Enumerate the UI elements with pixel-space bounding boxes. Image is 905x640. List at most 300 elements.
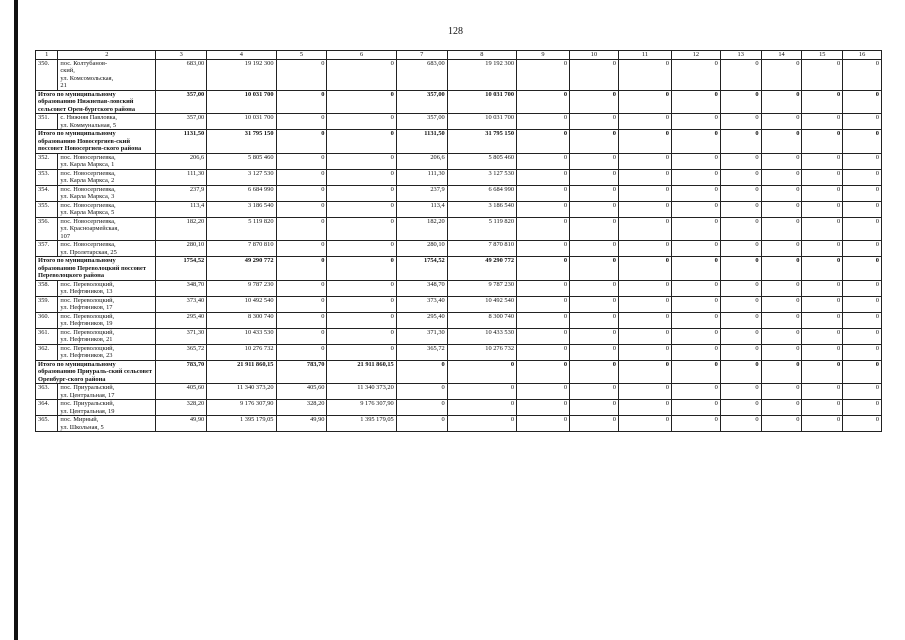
row-number: 351.: [36, 114, 58, 130]
table-row: [36, 416, 882, 432]
column-header: 9: [517, 51, 570, 60]
row-number: 361.: [36, 328, 58, 344]
address-cell: пос. Приуральский, ул. Центральная, 17: [58, 384, 156, 400]
table-cell: 0: [761, 257, 802, 281]
table-cell: 0: [276, 280, 327, 296]
table-cell: 0: [276, 169, 327, 185]
table-cell: 0: [517, 416, 570, 432]
subtotal-label: Итого по муниципальному образованию Нижнепав-ловский сельсовет Орен-бургского района: [36, 90, 156, 114]
table-cell: 0: [843, 312, 882, 328]
table-cell: 0: [802, 185, 843, 201]
table-cell: 0: [802, 153, 843, 169]
row-number: 352.: [36, 153, 58, 169]
left-margin-bar: [14, 0, 18, 640]
row-number: 350.: [36, 59, 58, 90]
table-cell: 0: [761, 241, 802, 257]
table-cell: 0: [843, 90, 882, 114]
table-cell: 373,40: [396, 296, 447, 312]
table-row: [36, 153, 882, 169]
table-cell: 0: [327, 114, 396, 130]
table-cell: 348,70: [396, 280, 447, 296]
table-cell: 0: [802, 217, 843, 241]
table-cell: 0: [843, 360, 882, 384]
table-cell: 0: [517, 217, 570, 241]
address-cell: пос. Мирный, ул. Школьная, 5: [58, 416, 156, 432]
table-cell: 0: [570, 217, 619, 241]
table-cell: 1131,50: [156, 130, 207, 154]
table-cell: 0: [802, 169, 843, 185]
table-cell: 0: [447, 360, 516, 384]
table-cell: 0: [570, 185, 619, 201]
table-cell: 0: [618, 257, 671, 281]
subtotal-label: Итого по муниципальному образованию Новосергиев-ский поссовет Новосергиев-ского района: [36, 130, 156, 154]
table-cell: 0: [720, 312, 761, 328]
table-cell: 0: [720, 280, 761, 296]
column-header: 3: [156, 51, 207, 60]
table-cell: 0: [447, 384, 516, 400]
table-cell: 0: [802, 90, 843, 114]
table-cell: 10 031 700: [207, 90, 276, 114]
table-cell: 357,00: [396, 90, 447, 114]
table-cell: 0: [570, 201, 619, 217]
column-header: 11: [618, 51, 671, 60]
table-cell: 0: [671, 280, 720, 296]
table-cell: 0: [618, 241, 671, 257]
table-cell: 0: [671, 59, 720, 90]
table-row: [36, 217, 882, 241]
table-cell: 0: [843, 114, 882, 130]
table-cell: 0: [396, 384, 447, 400]
page-number: 128: [448, 26, 463, 37]
table-cell: 0: [396, 416, 447, 432]
table-cell: 0: [517, 59, 570, 90]
table-cell: 0: [276, 241, 327, 257]
column-header: 8: [447, 51, 516, 60]
header-row: [36, 51, 882, 60]
table-cell: 0: [517, 257, 570, 281]
table-cell: 357,00: [156, 114, 207, 130]
table-row: [36, 114, 882, 130]
table-cell: 3 127 530: [447, 169, 516, 185]
table-cell: 0: [276, 153, 327, 169]
table-cell: 7 870 810: [207, 241, 276, 257]
table-cell: 783,70: [276, 360, 327, 384]
table-cell: 0: [327, 280, 396, 296]
table-row: [36, 169, 882, 185]
table-cell: 0: [843, 384, 882, 400]
table-cell: 0: [720, 153, 761, 169]
table-cell: 0: [618, 217, 671, 241]
table-row: [36, 344, 882, 360]
table-cell: 295,40: [156, 312, 207, 328]
table-cell: 0: [843, 400, 882, 416]
table-cell: 0: [327, 90, 396, 114]
table-cell: 1131,50: [396, 130, 447, 154]
table-cell: 405,60: [276, 384, 327, 400]
table-cell: 0: [618, 169, 671, 185]
table-cell: 0: [327, 185, 396, 201]
table-cell: 0: [396, 400, 447, 416]
table-cell: 0: [671, 312, 720, 328]
table-cell: 0: [276, 328, 327, 344]
table-cell: 0: [720, 201, 761, 217]
table-cell: 0: [618, 153, 671, 169]
table-cell: 0: [671, 360, 720, 384]
table-cell: 19 192 300: [447, 59, 516, 90]
table-cell: 0: [843, 328, 882, 344]
table-cell: 0: [671, 217, 720, 241]
table-cell: 1754,52: [396, 257, 447, 281]
table-cell: 0: [517, 328, 570, 344]
table-cell: 237,9: [156, 185, 207, 201]
table-cell: 0: [761, 201, 802, 217]
table-cell: 10 433 530: [447, 328, 516, 344]
table-cell: 113,4: [396, 201, 447, 217]
table-cell: 0: [761, 217, 802, 241]
table-cell: 9 787 230: [447, 280, 516, 296]
table-cell: 206,6: [396, 153, 447, 169]
table-cell: 0: [720, 217, 761, 241]
table-cell: 783,70: [156, 360, 207, 384]
table-cell: 0: [843, 241, 882, 257]
table-row: [36, 296, 882, 312]
table-cell: 0: [618, 312, 671, 328]
table-cell: 0: [720, 241, 761, 257]
address-cell: пос. Колтубанов- ский, ул. Комсомольская, 21: [58, 59, 156, 90]
table-row: [36, 59, 882, 90]
table-cell: 0: [396, 360, 447, 384]
table-cell: 0: [843, 169, 882, 185]
table-cell: 0: [671, 241, 720, 257]
table-cell: 0: [802, 416, 843, 432]
table-cell: 0: [618, 384, 671, 400]
table-row: [36, 201, 882, 217]
table-cell: 0: [327, 59, 396, 90]
table-cell: 0: [570, 90, 619, 114]
table-cell: 0: [517, 296, 570, 312]
table-cell: 0: [327, 257, 396, 281]
table-cell: 0: [802, 130, 843, 154]
table-cell: 0: [843, 217, 882, 241]
table-cell: 0: [802, 384, 843, 400]
address-cell: пос. Новосергиевка, ул. Красноармейская, 107: [58, 217, 156, 241]
table-cell: 0: [618, 201, 671, 217]
row-number: 363.: [36, 384, 58, 400]
table-cell: 0: [761, 416, 802, 432]
address-cell: пос. Новосергиевка, ул. Карла Маркса, 2: [58, 169, 156, 185]
table-cell: 0: [802, 59, 843, 90]
address-cell: пос. Новосергиевка, ул. Карла Маркса, 1: [58, 153, 156, 169]
table-cell: 49,90: [156, 416, 207, 432]
table-cell: 0: [843, 185, 882, 201]
table-cell: 373,40: [156, 296, 207, 312]
table-row: [36, 241, 882, 257]
table-cell: 0: [327, 201, 396, 217]
table-cell: 3 127 530: [207, 169, 276, 185]
table-cell: 0: [276, 185, 327, 201]
table-cell: 0: [276, 59, 327, 90]
table-cell: 0: [843, 344, 882, 360]
table-row: [36, 312, 882, 328]
table-cell: 0: [276, 257, 327, 281]
table-cell: 0: [802, 296, 843, 312]
table-cell: 0: [802, 400, 843, 416]
table-cell: 0: [720, 114, 761, 130]
subtotal-row: [36, 257, 882, 281]
table-cell: 11 340 373,20: [207, 384, 276, 400]
table-cell: 0: [570, 416, 619, 432]
table-cell: 0: [671, 153, 720, 169]
address-cell: пос. Переволоцкий, ул. Нефтяников, 23: [58, 344, 156, 360]
table-cell: 0: [517, 185, 570, 201]
table-cell: 405,60: [156, 384, 207, 400]
address-cell: пос. Новосергиевка, ул. Карла Маркса, 3: [58, 185, 156, 201]
table-cell: 0: [720, 169, 761, 185]
address-cell: пос. Переволоцкий, ул. Нефтяников, 13: [58, 280, 156, 296]
subtotal-row: [36, 130, 882, 154]
table-cell: 0: [618, 130, 671, 154]
table-cell: 9 176 307,90: [207, 400, 276, 416]
table-cell: 0: [618, 280, 671, 296]
table-cell: 0: [327, 241, 396, 257]
table-cell: 0: [517, 384, 570, 400]
table-cell: 0: [276, 114, 327, 130]
column-header: 12: [671, 51, 720, 60]
table-cell: 0: [276, 296, 327, 312]
row-number: 356.: [36, 217, 58, 241]
table-cell: 0: [720, 328, 761, 344]
table-cell: 0: [447, 400, 516, 416]
table-cell: 0: [276, 90, 327, 114]
table-cell: 280,10: [396, 241, 447, 257]
table-cell: 0: [671, 185, 720, 201]
table-cell: 10 031 700: [207, 114, 276, 130]
table-cell: 3 186 540: [447, 201, 516, 217]
table-cell: 328,20: [276, 400, 327, 416]
table-cell: 0: [618, 185, 671, 201]
table-row: [36, 400, 882, 416]
table-cell: 21 911 860,15: [327, 360, 396, 384]
table-cell: 0: [720, 296, 761, 312]
row-number: 365.: [36, 416, 58, 432]
column-header: 14: [761, 51, 802, 60]
table-cell: 10 276 732: [447, 344, 516, 360]
table-cell: 9 787 230: [207, 280, 276, 296]
table-cell: 280,10: [156, 241, 207, 257]
table-cell: 0: [570, 384, 619, 400]
table-cell: 0: [671, 169, 720, 185]
table-cell: 0: [761, 280, 802, 296]
table-cell: 10 276 732: [207, 344, 276, 360]
subtotal-row: [36, 90, 882, 114]
table-body: [36, 51, 882, 432]
table-cell: 111,30: [396, 169, 447, 185]
table-cell: 0: [517, 400, 570, 416]
table-cell: 0: [618, 59, 671, 90]
table-cell: 0: [802, 201, 843, 217]
table-cell: 7 870 810: [447, 241, 516, 257]
column-header: 1: [36, 51, 58, 60]
table-cell: 357,00: [396, 114, 447, 130]
table-cell: 0: [802, 114, 843, 130]
row-number: 360.: [36, 312, 58, 328]
table-cell: 10 492 540: [207, 296, 276, 312]
table-cell: 0: [517, 280, 570, 296]
table-row: [36, 280, 882, 296]
table-cell: 0: [671, 257, 720, 281]
table-cell: 9 176 307,90: [327, 400, 396, 416]
table-cell: 3 186 540: [207, 201, 276, 217]
table-cell: 0: [802, 280, 843, 296]
table-row: [36, 328, 882, 344]
column-header: 7: [396, 51, 447, 60]
table-cell: 10 433 530: [207, 328, 276, 344]
table-cell: 0: [843, 296, 882, 312]
table-cell: 5 119 820: [447, 217, 516, 241]
row-number: 357.: [36, 241, 58, 257]
table-cell: 0: [671, 201, 720, 217]
table-cell: 0: [843, 201, 882, 217]
table-cell: 0: [761, 59, 802, 90]
table-cell: 0: [843, 280, 882, 296]
table-cell: 8 300 740: [207, 312, 276, 328]
column-header: 6: [327, 51, 396, 60]
table-cell: 0: [570, 130, 619, 154]
table-cell: 0: [570, 114, 619, 130]
data-table: [35, 50, 882, 432]
table-cell: 0: [570, 153, 619, 169]
table-cell: 0: [570, 59, 619, 90]
table-cell: 0: [327, 328, 396, 344]
table-cell: 0: [761, 344, 802, 360]
table-cell: 0: [843, 59, 882, 90]
table-cell: 0: [276, 130, 327, 154]
table-cell: 0: [720, 130, 761, 154]
table-cell: 0: [570, 257, 619, 281]
table-cell: 11 340 373,20: [327, 384, 396, 400]
table-cell: 0: [671, 384, 720, 400]
table-cell: 0: [802, 312, 843, 328]
table-cell: 0: [802, 328, 843, 344]
table-cell: 357,00: [156, 90, 207, 114]
table-cell: 0: [327, 217, 396, 241]
table-cell: 206,6: [156, 153, 207, 169]
table-cell: 0: [570, 169, 619, 185]
table-cell: 0: [570, 296, 619, 312]
column-header: 10: [570, 51, 619, 60]
table-cell: 6 684 990: [447, 185, 516, 201]
table-cell: 0: [761, 185, 802, 201]
table-cell: 0: [843, 130, 882, 154]
table-cell: 31 795 150: [447, 130, 516, 154]
table-cell: 371,30: [396, 328, 447, 344]
table-cell: 0: [761, 114, 802, 130]
address-cell: пос. Новосергиевка, ул. Карла Маркса, 5: [58, 201, 156, 217]
table-cell: 0: [327, 130, 396, 154]
table-cell: 0: [843, 153, 882, 169]
table-cell: 0: [618, 328, 671, 344]
table-cell: 1 395 179,05: [327, 416, 396, 432]
table-cell: 0: [843, 257, 882, 281]
table-cell: 0: [570, 360, 619, 384]
table-cell: 182,20: [396, 217, 447, 241]
table-cell: 0: [618, 296, 671, 312]
table-cell: 1 395 179,05: [207, 416, 276, 432]
table-cell: 0: [671, 416, 720, 432]
table-cell: 31 795 150: [207, 130, 276, 154]
table-cell: 49,90: [276, 416, 327, 432]
table-cell: 0: [276, 201, 327, 217]
table-cell: 0: [276, 312, 327, 328]
table-cell: 113,4: [156, 201, 207, 217]
table-cell: 0: [517, 153, 570, 169]
table-cell: 683,00: [396, 59, 447, 90]
table-cell: 0: [517, 114, 570, 130]
table-cell: 10 492 540: [447, 296, 516, 312]
table-cell: 0: [517, 344, 570, 360]
table-cell: 0: [517, 169, 570, 185]
table-cell: 111,30: [156, 169, 207, 185]
column-header: 4: [207, 51, 276, 60]
column-header: 5: [276, 51, 327, 60]
table-cell: 0: [671, 130, 720, 154]
table-cell: 0: [517, 360, 570, 384]
address-cell: пос. Переволоцкий, ул. Нефтяников, 21: [58, 328, 156, 344]
table-cell: 0: [761, 400, 802, 416]
table-cell: 6 684 990: [207, 185, 276, 201]
table-cell: 19 192 300: [207, 59, 276, 90]
table-cell: 328,20: [156, 400, 207, 416]
table-cell: 0: [720, 400, 761, 416]
table-cell: 0: [618, 400, 671, 416]
table-cell: 0: [570, 328, 619, 344]
row-number: 355.: [36, 201, 58, 217]
table-cell: 0: [570, 400, 619, 416]
table-cell: 0: [570, 241, 619, 257]
table-cell: 0: [276, 344, 327, 360]
table-cell: 0: [517, 312, 570, 328]
table-cell: 0: [720, 344, 761, 360]
table-cell: 0: [671, 400, 720, 416]
table-cell: 5 805 460: [447, 153, 516, 169]
table-cell: 21 911 860,15: [207, 360, 276, 384]
table-cell: 0: [327, 153, 396, 169]
table-cell: 0: [843, 416, 882, 432]
table-cell: 371,30: [156, 328, 207, 344]
address-cell: пос. Приуральский, ул. Центральная, 19: [58, 400, 156, 416]
column-header: 16: [843, 51, 882, 60]
table-cell: 0: [720, 416, 761, 432]
row-number: 353.: [36, 169, 58, 185]
table-cell: 10 031 700: [447, 114, 516, 130]
row-number: 354.: [36, 185, 58, 201]
table-cell: 348,70: [156, 280, 207, 296]
table-cell: 365,72: [396, 344, 447, 360]
table-cell: 0: [618, 90, 671, 114]
table-cell: 683,00: [156, 59, 207, 90]
table-cell: 10 031 700: [447, 90, 516, 114]
table-cell: 0: [671, 344, 720, 360]
table-cell: 0: [671, 328, 720, 344]
table-cell: 0: [761, 169, 802, 185]
table-cell: 0: [570, 280, 619, 296]
table-cell: 0: [517, 130, 570, 154]
table-cell: 237,9: [396, 185, 447, 201]
subtotal-label: Итого по муниципальному образованию Переволоцкий поссовет Переволоцкого района: [36, 257, 156, 281]
table-cell: 0: [802, 241, 843, 257]
table-cell: 0: [517, 90, 570, 114]
address-cell: с. Нижняя Павловка, ул. Коммунальная, 5: [58, 114, 156, 130]
